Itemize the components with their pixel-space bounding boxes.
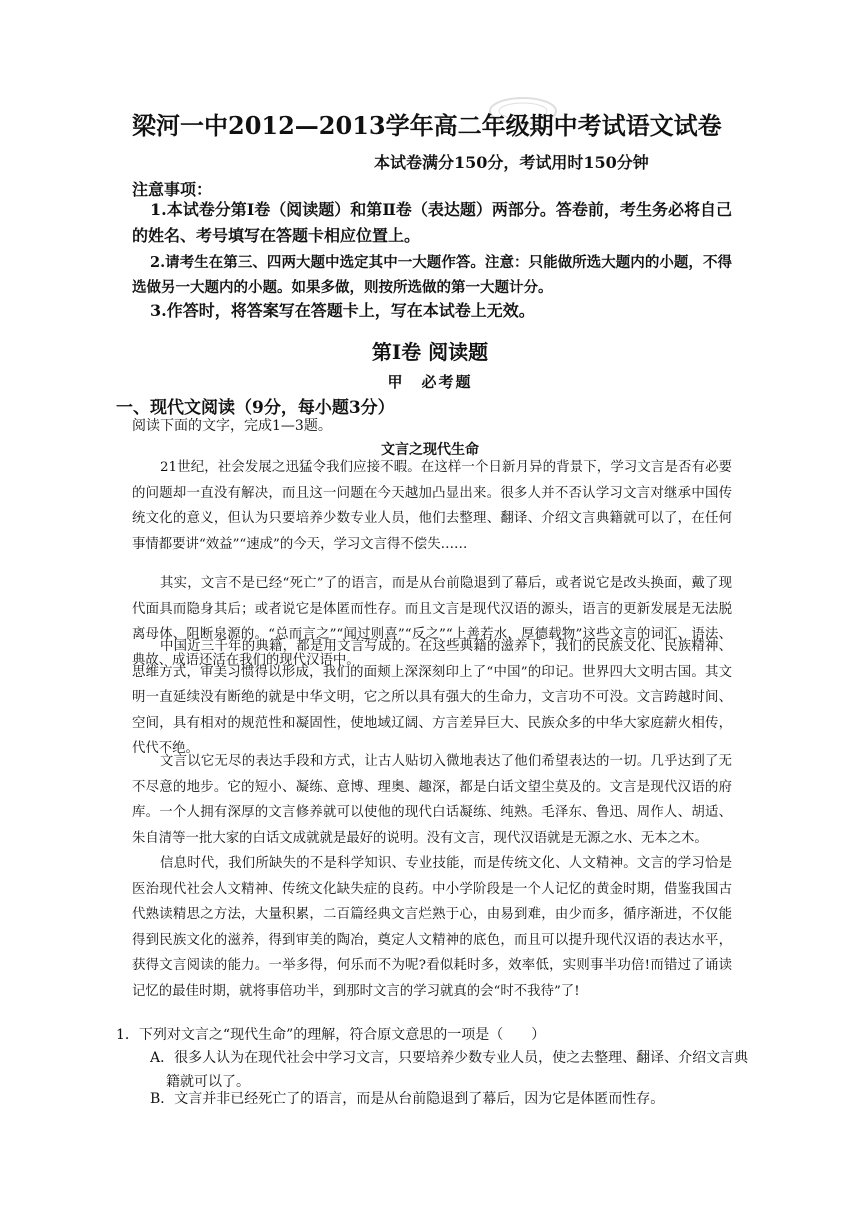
essay-paragraph: 文言以它无尽的表达手段和方式，让古人贴切入微地表达了他们希望表达的一切。几乎达到了无不尽意的地步。它的短小、凝练、意博、理奥、趣深，都是白话文望尘莫及的。文言是现代汉语的府库。一个人拥有深厚的文言修养就可以使他的现代白话凝练、纯熟。毛泽东、鲁迅、周作人、胡适、朱自清等一批大家的白话文成就就是最好的说明。没有文言，现代汉语就是无源之水、无本之木。: [132, 754, 732, 846]
question-stem: 1．下列对文言之“现代生命”的理解，符合原文意思的一项是（ ）: [116, 1027, 546, 1043]
exam-subtitle: 本试卷满分150分，考试用时150分钟: [374, 153, 649, 172]
subsection-title: 甲 必考题: [387, 373, 473, 391]
essay-title: 文言之现代生命: [381, 442, 479, 458]
essay-paragraph: 中国近三千年的典籍，都是用文言写成的。在这些典籍的滋养下，我们的民族文化、民族精神、思维方式，审美习惯得以形成，我们的面颊上深深刻印上了“中国”的印记。世界四大文明古国。其文明一直延续没有断绝的就是中华文明，它之所以具有强大的生命力，文言功不可没。文言跨越时间、空间，具有相对的规范性和凝固性，使地域辽阔、方言差异巨大、民族众多的中华大家庭薪火相传，代代不绝。: [132, 639, 732, 757]
notice-label: 注意事项：: [132, 180, 213, 199]
question-option-b: B．文言并非已经死亡了的语言，而是从台前隐退到了幕后，因为它是体匿而性存。: [150, 1091, 665, 1107]
essay-paragraph: 21世纪，社会发展之迅猛令我们应接不暇。在这样一个日新月异的背景下，学习文言是否有必要的问题却一直没有解决，而且这一问题在今天越加凸显出来。很多人并不否认学习文言对继承中国传统文化的意义，但认为只要培养少数专业人员，他们去整理、翻译、介绍文言典籍就可以了，在任何事情都要讲“效益”“速成”的今天，学习文言得不偿失……: [132, 460, 732, 552]
notice-item-1: 1.本试卷分第Ⅰ卷（阅读题）和第Ⅱ卷（表达题）两部分。答卷前，考生务必将自己的姓名、考号填写在答题卡相应位置上。: [132, 200, 732, 245]
essay-paragraph: 其实，文言不是已经“死亡”了的语言，而是从台前隐退到了幕后，或者说它是改头换面，戴了现代面具而隐身其后；或者说它是体匿而性存。而且文言是现代汉语的源头，语言的更新发展是无法脱离母体、阻断泉源的。“总而言之”“闻过则喜”“反之”“上善若水，厚德载物”这些文言的词汇、语法、典故、成语还活在我们的现代汉语中。: [132, 576, 732, 668]
section-title: 第Ⅰ卷 阅读题: [371, 340, 489, 364]
notice-item-3: 3.作答时，将答案写在答题卡上，写在本试卷上无效。: [150, 301, 535, 320]
notice-item-2: 2.请考生在第三、四两大题中选定其中一大题作答。注意：只能做所选大题内的小题，不得选做另一大题内的小题。如果多做，则按所选做的第一大题计分。: [132, 254, 732, 296]
exam-title: 梁河一中2012—2013学年高二年级期中考试语文试卷: [132, 111, 722, 140]
question-option-a: A．很多人认为在现代社会中学习文言，只要培养少数专业人员，使之去整理、翻译、介绍文言典籍就可以了。: [150, 1050, 749, 1090]
reading-instruction: 阅读下面的文字，完成1—3题。: [132, 418, 332, 434]
essay-paragraph: 信息时代，我们所缺失的不是科学知识、专业技能，而是传统文化、人文精神。文言的学习恰是医治现代社会人文精神、传统文化缺失症的良药。中小学阶段是一个人记忆的黄金时期，借鉴我国古代熟读精思之方法，大量积累，二百篇经典文言烂熟于心，由易到难，由少而多，循序渐进，不仅能得到民族文化的滋养，得到审美的陶冶，奠定人文精神的底色，而且可以提升现代汉语的表达水平，获得文言阅读的能力。一举多得，何乐而不为呢?看似耗时多，效率低，实则事半功倍!而错过了诵读记忆的最佳时期，就将事倍功半，到那时文言的学习就真的会“时不我待”了!: [132, 856, 732, 999]
part-title: 一、现代文阅读（9分，每小题3分）: [116, 398, 395, 418]
